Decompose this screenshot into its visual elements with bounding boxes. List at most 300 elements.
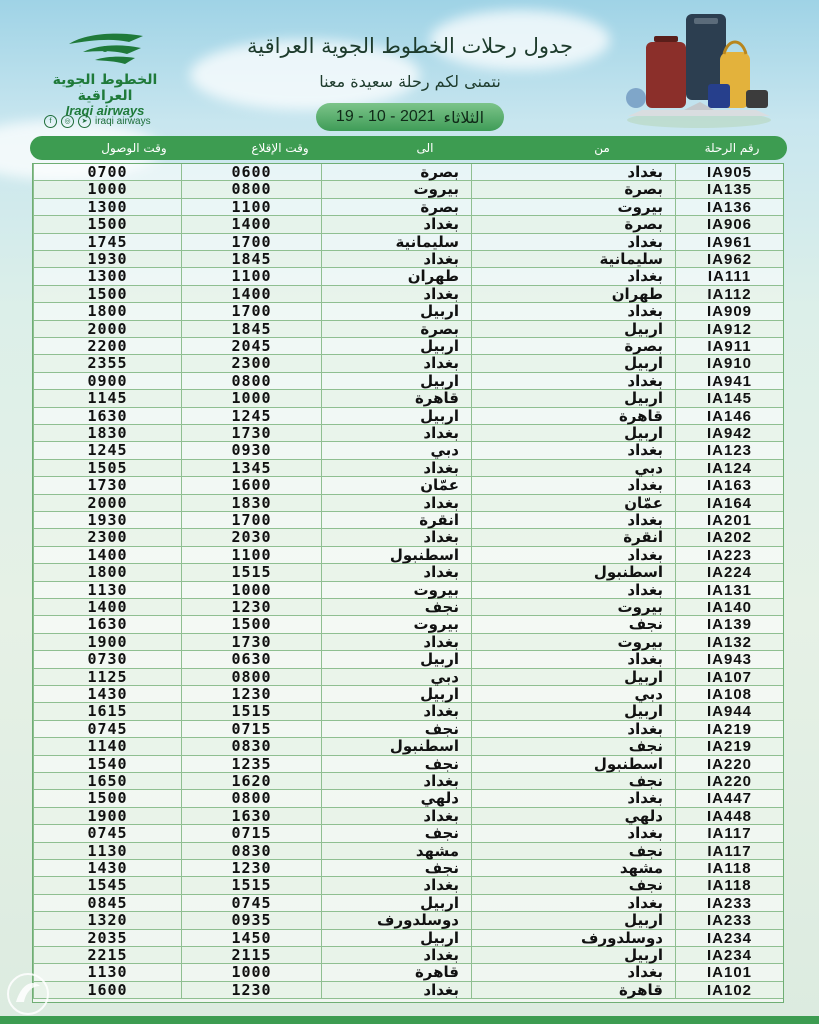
table-row [33,860,783,877]
departure-time: 1000 [181,390,321,407]
flight-number: IA910 [675,355,783,372]
destination: اربيل [321,373,471,390]
departure-time: 1845 [181,321,321,338]
table-row [33,947,783,964]
arrival-time: 1630 [33,408,181,425]
destination: اربيل [321,338,471,355]
arrival-time: 1505 [33,460,181,477]
origin: نجف [471,773,675,790]
destination: بغداد [321,703,471,720]
departure-time: 0745 [181,895,321,912]
flight-number: IA234 [675,930,783,947]
airline-logo [30,30,180,118]
arrival-time: 1320 [33,912,181,929]
departure-time: 1230 [181,599,321,616]
departure-time: 1830 [181,495,321,512]
flight-number: IA943 [675,651,783,668]
page-title: جدول رحلات الخطوط الجوية العراقية [247,34,573,58]
destination: قاهرة [321,964,471,981]
table-row [33,425,783,442]
arrival-time: 1500 [33,216,181,233]
origin: بغداد [471,164,675,181]
arrival-time: 1130 [33,964,181,981]
col-arrival: وقت الوصول [101,141,167,155]
table-row [33,877,783,894]
departure-time: 1600 [181,477,321,494]
origin: قاهرة [471,982,675,999]
departure-time: 0715 [181,825,321,842]
destination: اربيل [321,303,471,320]
origin: بغداد [471,547,675,564]
destination: بصرة [321,199,471,216]
departure-time: 1345 [181,460,321,477]
arrival-time: 1300 [33,268,181,285]
table-row [33,582,783,599]
arrival-time: 1500 [33,286,181,303]
arrival-time: 1800 [33,303,181,320]
origin: نجف [471,616,675,633]
table-row [33,599,783,616]
destination: بغداد [321,529,471,546]
departure-time: 0800 [181,181,321,198]
arrival-time: 2000 [33,321,181,338]
flight-number: IA123 [675,442,783,459]
arrival-time: 1145 [33,390,181,407]
destination: بغداد [321,495,471,512]
table-row [33,321,783,338]
origin: بيروت [471,199,675,216]
flight-number: IA117 [675,825,783,842]
origin: نجف [471,843,675,860]
table-row [33,495,783,512]
arrival-time: 2035 [33,930,181,947]
arrival-time: 0730 [33,651,181,668]
destination: بغداد [321,877,471,894]
destination: طهران [321,268,471,285]
flight-number: IA961 [675,234,783,251]
destination: بيروت [321,582,471,599]
destination: بصرة [321,321,471,338]
departure-time: 1730 [181,634,321,651]
origin: بغداد [471,964,675,981]
page-subtitle: نتمنى لكم رحلة سعيدة معنا [319,72,501,91]
table-row [33,773,783,790]
flight-number: IA911 [675,338,783,355]
origin: قاهرة [471,408,675,425]
departure-time: 2115 [181,947,321,964]
departure-time: 1100 [181,199,321,216]
flight-number: IA223 [675,547,783,564]
departure-time: 0800 [181,669,321,686]
destination: نجف [321,756,471,773]
table-row [33,721,783,738]
destination: انقرة [321,512,471,529]
destination: اربيل [321,930,471,947]
table-row [33,373,783,390]
arrival-time: 1000 [33,181,181,198]
day-label: الثلاثاء [443,107,485,127]
arrival-time: 0700 [33,164,181,181]
table-header [30,136,787,160]
flight-number: IA102 [675,982,783,999]
arrival-time: 1800 [33,564,181,581]
arrival-time: 1500 [33,790,181,807]
departure-time: 1100 [181,268,321,285]
origin: اسطنبول [471,564,675,581]
arrival-time: 2355 [33,355,181,372]
news-agency-logo-icon [6,972,50,1016]
table-row [33,181,783,198]
arrival-time: 1140 [33,738,181,755]
origin: بغداد [471,651,675,668]
flight-table [32,163,784,1003]
origin: دبي [471,686,675,703]
origin: اربيل [471,425,675,442]
table-row [33,164,783,181]
flight-number: IA117 [675,843,783,860]
origin: اربيل [471,912,675,929]
destination: سليمانية [321,234,471,251]
departure-time: 0715 [181,721,321,738]
table-row [33,390,783,407]
table-row [33,547,783,564]
flight-number: IA131 [675,582,783,599]
table-row [33,808,783,825]
departure-time: 0600 [181,164,321,181]
destination: اربيل [321,895,471,912]
departure-time: 0630 [181,651,321,668]
origin: بغداد [471,442,675,459]
origin: بيروت [471,599,675,616]
arrival-time: 1130 [33,843,181,860]
flight-number: IA108 [675,686,783,703]
origin: اربيل [471,947,675,964]
table-row [33,303,783,320]
arrival-time: 1730 [33,477,181,494]
departure-time: 1845 [181,251,321,268]
table-row [33,669,783,686]
origin: بغداد [471,825,675,842]
table-row [33,251,783,268]
arrival-time: 1930 [33,512,181,529]
flight-number: IA448 [675,808,783,825]
table-row [33,895,783,912]
destination: بغداد [321,982,471,999]
arrival-time: 1615 [33,703,181,720]
destination: بغداد [321,286,471,303]
table-row [33,843,783,860]
departure-time: 1700 [181,512,321,529]
flight-number: IA145 [675,390,783,407]
origin: دبي [471,460,675,477]
departure-time: 1700 [181,303,321,320]
arrival-time: 1650 [33,773,181,790]
table-row [33,912,783,929]
departure-time: 1400 [181,216,321,233]
flight-number: IA124 [675,460,783,477]
footer-bar [0,1016,819,1024]
departure-time: 1730 [181,425,321,442]
origin: اربيل [471,703,675,720]
destination: نجف [321,860,471,877]
origin: نجف [471,877,675,894]
origin: بغداد [471,512,675,529]
flight-number: IA220 [675,756,783,773]
flight-number: IA118 [675,877,783,894]
destination: بغداد [321,460,471,477]
departure-time: 1515 [181,703,321,720]
departure-time: 0800 [181,373,321,390]
facebook-icon[interactable]: f [44,115,57,128]
table-row [33,634,783,651]
destination: بصرة [321,164,471,181]
destination: بغداد [321,808,471,825]
social-links [44,115,151,128]
origin: طهران [471,286,675,303]
flight-number: IA962 [675,251,783,268]
destination: اربيل [321,408,471,425]
destination: بغداد [321,355,471,372]
arrival-time: 1830 [33,425,181,442]
destination: اسطنبول [321,738,471,755]
flight-number: IA233 [675,912,783,929]
destination: اسطنبول [321,547,471,564]
flight-number: IA201 [675,512,783,529]
origin: بصرة [471,338,675,355]
table-row [33,234,783,251]
departure-time: 1515 [181,564,321,581]
arrival-time: 1130 [33,582,181,599]
origin: بغداد [471,790,675,807]
table-row [33,616,783,633]
table-row [33,756,783,773]
origin: اربيل [471,669,675,686]
flight-number: IA944 [675,703,783,720]
arrival-time: 2000 [33,495,181,512]
destination: اربيل [321,686,471,703]
telegram-icon[interactable]: ➤ [78,115,91,128]
destination: دوسلدورف [321,912,471,929]
arrival-time: 1930 [33,251,181,268]
origin: عمّان [471,495,675,512]
flight-number: IA234 [675,947,783,964]
departure-time: 1500 [181,616,321,633]
arrival-time: 2215 [33,947,181,964]
arrival-time: 1630 [33,616,181,633]
col-departure: وقت الإقلاع [251,141,309,155]
arrival-time: 0845 [33,895,181,912]
arrival-time: 1900 [33,634,181,651]
origin: دوسلدورف [471,930,675,947]
destination: بغداد [321,564,471,581]
destination: بغداد [321,425,471,442]
destination: دلهي [321,790,471,807]
table-row [33,651,783,668]
table-row [33,930,783,947]
origin: اربيل [471,355,675,372]
origin: سليمانية [471,251,675,268]
flight-number: IA233 [675,895,783,912]
table-row [33,529,783,546]
flight-number: IA135 [675,181,783,198]
flight-number: IA164 [675,495,783,512]
origin: مشهد [471,860,675,877]
flight-number: IA906 [675,216,783,233]
origin: بغداد [471,234,675,251]
departure-time: 0800 [181,790,321,807]
destination: بغداد [321,251,471,268]
destination: دبي [321,669,471,686]
table-row [33,512,783,529]
origin: اسطنبول [471,756,675,773]
table-row [33,338,783,355]
origin: بيروت [471,634,675,651]
luggage-illustration-icon [624,12,774,132]
origin: بغداد [471,582,675,599]
destination: بغداد [321,634,471,651]
destination: بيروت [321,181,471,198]
arrival-time: 1545 [33,877,181,894]
table-row [33,460,783,477]
arrival-time: 1900 [33,808,181,825]
departure-time: 1000 [181,964,321,981]
table-row [33,199,783,216]
departure-time: 0930 [181,442,321,459]
departure-time: 0830 [181,738,321,755]
flight-number: IA224 [675,564,783,581]
departure-time: 1235 [181,756,321,773]
departure-time: 1400 [181,286,321,303]
airline-name-ar: الخطوط الجوية العراقية [52,72,158,104]
destination: قاهرة [321,390,471,407]
table-row [33,564,783,581]
airline-name-en: Iraqi airways [65,103,145,118]
origin: بصرة [471,216,675,233]
airline-logo-icon [65,30,145,68]
col-from: من [594,141,610,155]
origin: بغداد [471,268,675,285]
flight-number: IA941 [675,373,783,390]
flight-number: IA909 [675,303,783,320]
departure-time: 1515 [181,877,321,894]
origin: انقرة [471,529,675,546]
destination: اربيل [321,651,471,668]
origin: بصرة [471,181,675,198]
destination: بغداد [321,947,471,964]
table-row [33,268,783,285]
arrival-time: 1430 [33,860,181,877]
flight-number: IA136 [675,199,783,216]
departure-time: 1700 [181,234,321,251]
arrival-time: 1600 [33,982,181,999]
departure-time: 1630 [181,808,321,825]
table-row [33,982,783,999]
date-label: 19 - 10 - 2021 [335,108,436,125]
flight-number: IA942 [675,425,783,442]
destination: بغداد [321,216,471,233]
departure-time: 1620 [181,773,321,790]
arrival-time: 1300 [33,199,181,216]
destination: نجف [321,825,471,842]
origin: بغداد [471,373,675,390]
arrival-time: 1125 [33,669,181,686]
departure-time: 0935 [181,912,321,929]
arrival-time: 0745 [33,721,181,738]
destination: بغداد [321,773,471,790]
origin: اربيل [471,321,675,338]
arrival-time: 1745 [33,234,181,251]
destination: عمّان [321,477,471,494]
table-row [33,408,783,425]
arrival-time: 2300 [33,529,181,546]
table-row [33,738,783,755]
arrival-time: 1540 [33,756,181,773]
flight-number: IA220 [675,773,783,790]
flight-number: IA118 [675,860,783,877]
arrival-time: 1400 [33,599,181,616]
flight-number: IA132 [675,634,783,651]
table-row [33,477,783,494]
departure-time: 1450 [181,930,321,947]
destination: دبي [321,442,471,459]
arrival-time: 2200 [33,338,181,355]
arrival-time: 0900 [33,373,181,390]
origin: بغداد [471,895,675,912]
flight-number: IA219 [675,721,783,738]
flight-number: IA140 [675,599,783,616]
table-row [33,286,783,303]
origin: نجف [471,738,675,755]
origin: بغداد [471,303,675,320]
flight-number: IA905 [675,164,783,181]
departure-time: 2045 [181,338,321,355]
destination: بيروت [321,616,471,633]
col-flight-no: رقم الرحلة [704,141,760,155]
arrival-time: 1430 [33,686,181,703]
departure-time: 1245 [181,408,321,425]
arrival-time: 1245 [33,442,181,459]
departure-time: 2030 [181,529,321,546]
table-row [33,964,783,981]
departure-time: 0830 [181,843,321,860]
destination: نجف [321,599,471,616]
origin: دلهي [471,808,675,825]
date-badge [316,103,504,131]
departure-time: 2300 [181,355,321,372]
flight-number: IA447 [675,790,783,807]
origin: بغداد [471,721,675,738]
arrival-time: 1400 [33,547,181,564]
departure-time: 1230 [181,982,321,999]
table-row [33,216,783,233]
origin: اربيل [471,390,675,407]
destination: مشهد [321,843,471,860]
col-to: الى [416,141,434,155]
destination: نجف [321,721,471,738]
header [0,0,819,155]
departure-time: 1230 [181,860,321,877]
departure-time: 1230 [181,686,321,703]
instagram-icon[interactable]: ◎ [61,115,74,128]
flight-number: IA912 [675,321,783,338]
table-row [33,790,783,807]
origin: بغداد [471,477,675,494]
flight-number: IA112 [675,286,783,303]
flight-number: IA139 [675,616,783,633]
departure-time: 1000 [181,582,321,599]
table-row [33,703,783,720]
social-handle: iraqi airways [95,116,151,127]
